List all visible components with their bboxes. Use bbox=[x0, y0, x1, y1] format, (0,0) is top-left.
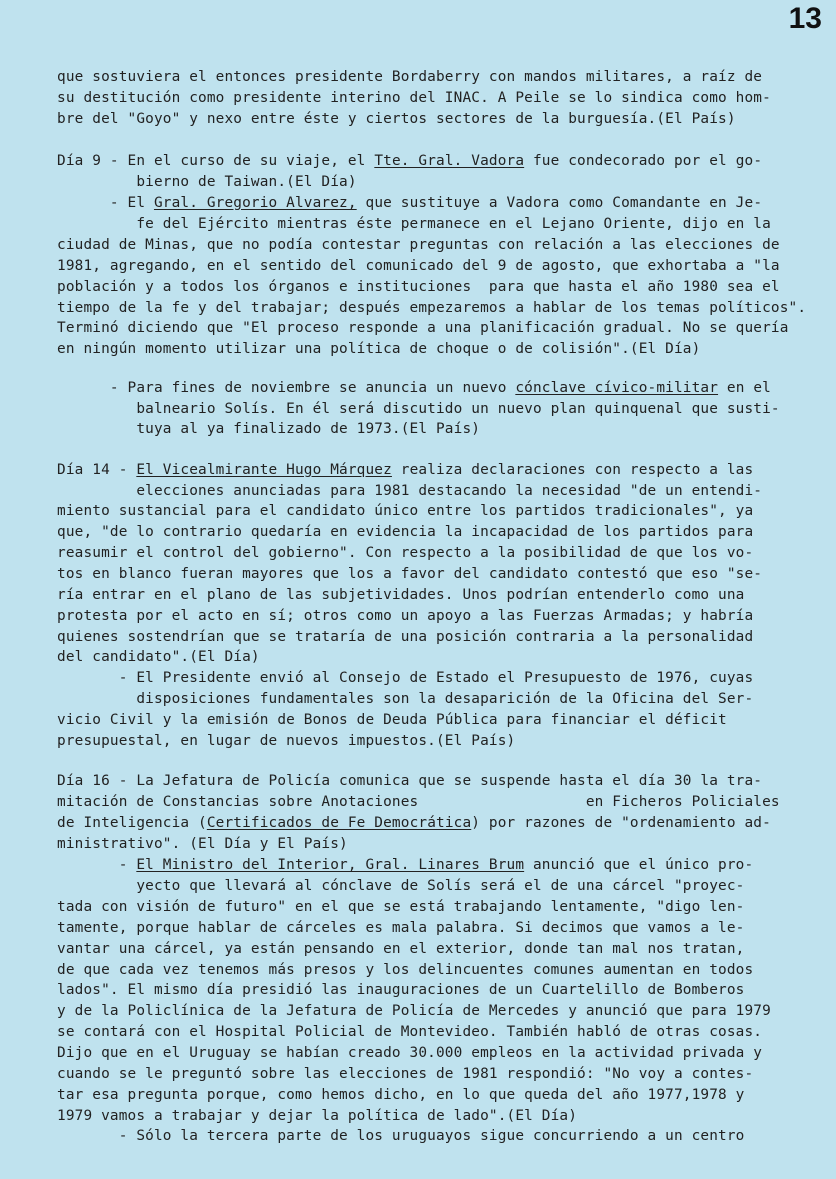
text-line bbox=[57, 960, 753, 981]
text-segment: protesta por el acto en sí; otros como un apoyo a las Fuerzas Armadas; y habría bbox=[57, 608, 754, 624]
underlined-name: Gral. Gregorio Alvarez, bbox=[153, 195, 357, 211]
text-segment: Terminó diciendo que "El proceso responde a una planificación gradual. No se quería bbox=[57, 320, 789, 336]
text-segment: balneario Solís. En él será discutido un nuevo plan quinquenal que susti- bbox=[57, 401, 780, 417]
text-segment: Día 14 - bbox=[57, 462, 137, 478]
text-segment: lados". El mismo día presidió las inauguraciones de un Cuartelillo de Bomberos bbox=[57, 982, 745, 998]
text-segment: tuya al ya finalizado de 1973.(El País) bbox=[57, 421, 481, 437]
text-line bbox=[57, 339, 700, 360]
text-segment: Día 9 - En el curso de su viaje, el bbox=[57, 153, 375, 169]
text-line bbox=[57, 1106, 577, 1127]
text-line bbox=[57, 419, 480, 440]
text-segment: tamente, porque hablar de cárceles es mala palabra. Si decimos que vamos a le- bbox=[57, 920, 745, 936]
text-segment: ) por razones de "ordenamiento ad- bbox=[471, 815, 771, 831]
text-line bbox=[57, 1022, 762, 1043]
text-line bbox=[57, 378, 771, 399]
text-segment: vantar una cárcel, ya están pensando en el exterior, donde tan mal nos tratan, bbox=[57, 941, 745, 957]
text-segment: tar esa pregunta porque, como hemos dicho, en lo que queda del año 1977,1978 y bbox=[57, 1087, 745, 1103]
text-line bbox=[57, 731, 515, 752]
text-line bbox=[57, 939, 744, 960]
text-segment: mitación de Constancias sobre Anotaciones en Ficheros Policiales bbox=[57, 794, 780, 810]
text-line bbox=[57, 668, 753, 689]
text-line bbox=[57, 399, 780, 420]
text-segment: - Para fines de noviembre se anuncia un nuevo bbox=[57, 380, 516, 396]
text-segment: vicio Civil y la emisión de Bonos de Deuda Pública para financiar el déficit bbox=[57, 712, 727, 728]
text-line bbox=[57, 792, 780, 813]
text-line bbox=[57, 298, 806, 319]
text-line bbox=[57, 585, 744, 606]
text-segment: miento sustancial para el candidato único entre los partidos tradicionales", ya bbox=[57, 503, 754, 519]
text-segment: realiza declaraciones con respecto a las bbox=[391, 462, 754, 478]
underlined-name: El Vicealmirante Hugo Márquez bbox=[136, 462, 392, 478]
text-segment: y de la Policlínica de la Jefatura de Policía de Mercedes y anunció que para 1979 bbox=[57, 1003, 771, 1019]
text-line bbox=[57, 1001, 771, 1022]
text-segment: se contará con el Hospital Policial de Montevideo. También habló de otras cosas. bbox=[57, 1024, 763, 1040]
underlined-name: cónclave cívico-militar bbox=[515, 380, 719, 396]
text-line bbox=[57, 67, 762, 88]
text-line bbox=[57, 689, 753, 710]
text-line bbox=[57, 256, 780, 277]
text-line bbox=[57, 1085, 744, 1106]
text-segment: tiempo de la fe y del trabajar; después empezaremos a hablar de los temas políticos". bbox=[57, 300, 807, 316]
text-segment: cuando se le preguntó sobre las elecciones de 1981 respondió: "No voy a contes- bbox=[57, 1066, 754, 1082]
text-segment: - El Presidente envió al Consejo de Estado el Presupuesto de 1976, cuyas bbox=[57, 670, 754, 686]
text-segment: elecciones anunciadas para 1981 destacando la necesidad "de un entendi- bbox=[57, 483, 763, 499]
text-segment: ría entrar en el plano de las subjetividades. Unos podrían entenderlo como una bbox=[57, 587, 745, 603]
text-line bbox=[57, 627, 753, 648]
text-line bbox=[57, 481, 762, 502]
text-line bbox=[57, 214, 771, 235]
text-segment: en ningún momento utilizar una política de choque o de colisión".(El Día) bbox=[57, 341, 701, 357]
text-line bbox=[57, 771, 762, 792]
text-line bbox=[57, 235, 780, 256]
text-segment: anunció que el único pro- bbox=[524, 857, 754, 873]
text-line bbox=[57, 172, 357, 193]
page-number: 13 bbox=[788, 2, 822, 35]
text-segment: yecto que llevará al cónclave de Solís será el de una cárcel "proyec- bbox=[57, 878, 745, 894]
text-segment: fe del Ejército mientras éste permanece en el Lejano Oriente, dijo en la bbox=[57, 216, 771, 232]
text-segment: disposiciones fundamentales son la desaparición de la Oficina del Ser- bbox=[57, 691, 754, 707]
text-segment: 1981, agregando, en el sentido del comunicado del 9 de agosto, que exhortaba a "la bbox=[57, 258, 780, 274]
text-segment: tada con visión de futuro" en el que se está trabajando lentamente, "digo len- bbox=[57, 899, 745, 915]
text-segment: presupuestal, en lugar de nuevos impuestos.(El País) bbox=[57, 733, 516, 749]
text-segment: - Sólo la tercera parte de los uruguayos sigue concurriendo a un centro bbox=[57, 1128, 745, 1144]
text-segment: bierno de Taiwan.(El Día) bbox=[57, 174, 357, 190]
underlined-name: El Ministro del Interior, Gral. Linares Brum bbox=[136, 857, 525, 873]
text-line bbox=[57, 710, 727, 731]
text-segment: - El bbox=[57, 195, 154, 211]
text-line bbox=[57, 318, 789, 339]
underlined-name: Certificados de Fe Democrática bbox=[206, 815, 472, 831]
text-line bbox=[57, 501, 753, 522]
text-line bbox=[57, 109, 736, 130]
text-segment: ciudad de Minas, que no podía contestar preguntas con relación a las elecciones de bbox=[57, 237, 780, 253]
text-line bbox=[57, 543, 753, 564]
text-line bbox=[57, 460, 753, 481]
text-line bbox=[57, 564, 762, 585]
text-segment: ministrativo". (El Día y El País) bbox=[57, 836, 348, 852]
text-segment: fue condecorado por el go- bbox=[524, 153, 763, 169]
text-line bbox=[57, 151, 762, 172]
text-line bbox=[57, 606, 753, 627]
text-segment: que sustituye a Vadora como Comandante en Je- bbox=[356, 195, 763, 211]
text-line bbox=[57, 88, 771, 109]
text-segment: población y a todos los órganos e instituciones para que hasta el año 1980 sea el bbox=[57, 279, 780, 295]
text-line bbox=[57, 522, 753, 543]
text-line bbox=[57, 876, 744, 897]
text-line bbox=[57, 193, 762, 214]
text-segment: Dijo que en el Uruguay se habían creado 30.000 empleos en la actividad privada y bbox=[57, 1045, 763, 1061]
text-line bbox=[57, 1043, 762, 1064]
underlined-name: Tte. Gral. Vadora bbox=[374, 153, 525, 169]
text-segment: quienes sostendrían que se trataría de una posición contraria a la personalidad bbox=[57, 629, 754, 645]
text-line bbox=[57, 813, 771, 834]
text-segment: 1979 vamos a trabajar y dejar la política de lado".(El Día) bbox=[57, 1108, 578, 1124]
text-line bbox=[57, 918, 744, 939]
text-line bbox=[57, 834, 348, 855]
text-line bbox=[57, 1126, 744, 1147]
text-segment: que, "de lo contrario quedaría en evidencia la incapacidad de los partidos para bbox=[57, 524, 754, 540]
text-segment: del candidato".(El Día) bbox=[57, 649, 260, 665]
text-segment: de que cada vez tenemos más presos y los delincuentes comunes aumentan en todos bbox=[57, 962, 754, 978]
text-segment: - bbox=[57, 857, 137, 873]
text-segment: de Inteligencia ( bbox=[57, 815, 207, 831]
text-line bbox=[57, 897, 744, 918]
text-line bbox=[57, 647, 260, 668]
text-line bbox=[57, 1064, 753, 1085]
text-line bbox=[57, 980, 744, 1001]
text-segment: tos en blanco fueran mayores que los a favor del candidato contestó que eso "se- bbox=[57, 566, 763, 582]
text-segment: su destitución como presidente interino del INAC. A Peile se lo sindica como hom- bbox=[57, 90, 771, 106]
text-segment: Día 16 - La Jefatura de Policía comunica que se suspende hasta el día 30 la tra- bbox=[57, 773, 763, 789]
text-segment: que sostuviera el entonces presidente Bordaberry con mandos militares, a raíz de bbox=[57, 69, 763, 85]
text-segment: reasumir el control del gobierno". Con respecto a la posibilidad de que los vo- bbox=[57, 545, 754, 561]
text-line bbox=[57, 277, 780, 298]
text-segment: en el bbox=[718, 380, 771, 396]
text-segment: bre del "Goyo" y nexo entre éste y ciertos sectores de la burguesía.(El País) bbox=[57, 111, 736, 127]
text-line bbox=[57, 855, 753, 876]
